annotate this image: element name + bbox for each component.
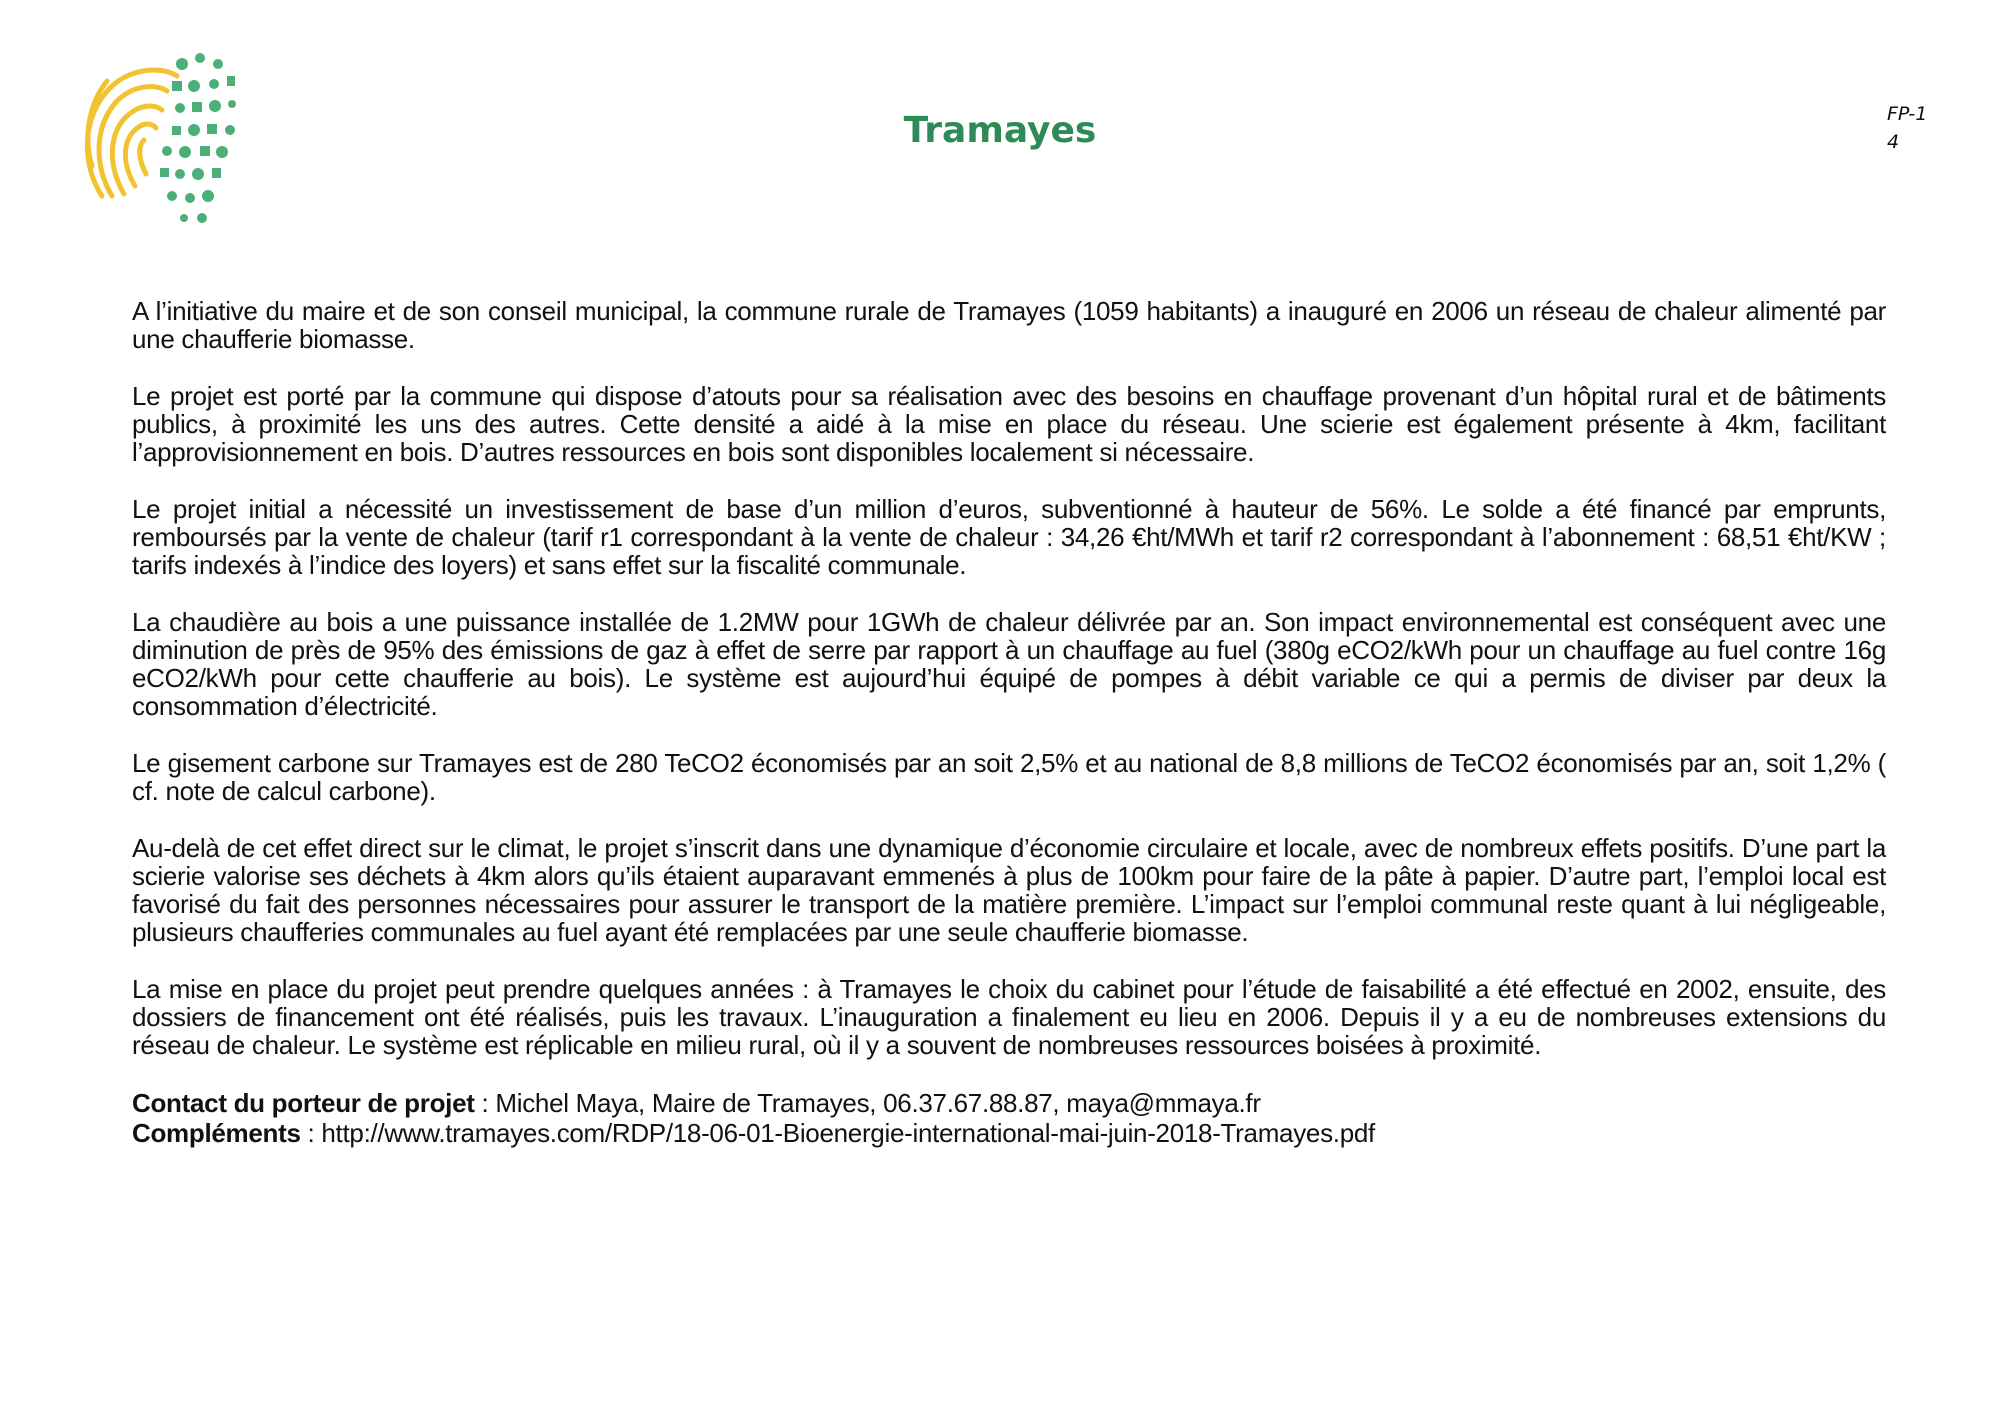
paragraph-economy: Au-delà de cet effet direct sur le climat, le projet s’inscrit dans une dynamique d’économie circulaire et locale, avec de nombreux effets positifs. D’une part la scierie valorise ses déchets à 4km alors qu’ils étaient auparavant emmenés à plus de 100km pour faire de la pâte à papier. D’autre part, l’emploi local est favorisé du fait des personnes nécessaires pour assurer le transport de la matière première. L’impact sur l’emploi communal reste quant à lui négligeable, plusieurs chaufferies communales au fuel ayant été remplacées par une seule chaufferie biomasse. [132,833,1886,947]
paragraph-carbon: Le gisement carbone sur Tramayes est de 280 TeCO2 économisés par an soit 2,5% et au national de 8,8 millions de TeCO2 économisés par an, soit 1,2% ( cf. note de calcul carbone). [132,748,1886,806]
paragraph-intro: A l’initiative du maire et de son conseil municipal, la commune rurale de Tramayes (1059 habitants) a inauguré en 2006 un réseau de chaleur alimenté par une chaufferie biomasse. [132,296,1886,354]
paragraph-project: Le projet est porté par la commune qui dispose d’atouts pour sa réalisation avec des besoins en chauffage provenant d’un hôpital rural et de bâtiments publics, à proximité les uns des autres. Cette densité a aidé à la mise en place du réseau. Une scierie est également présente à 4km, facilitant l’approvisionnement en bois. D’autres ressources en bois sont disponibles localement si nécessaire. [132,381,1886,467]
complements-link[interactable]: : http://www.tramayes.com/RDP/18-06-01-Bioenergie-international-mai-juin-2018-Tramayes.pdf [300,1118,1375,1148]
paragraph-boiler: La chaudière au bois a une puissance installée de 1.2MW pour 1GWh de chaleur délivrée par an. Son impact environnemental est conséquent avec une diminution de près de 95% des émissions de gaz à effet de serre par rapport à un chauffage au fuel (380g eCO2/kWh pour un chauffage au fuel contre 16g eCO2/kWh pour cette chaufferie au bois). Le système est aujourd’hui équipé de pompes à débit variable ce qui a permis de diviser par deux la consommation d’électricité. [132,607,1886,721]
document-reference [1887,100,1927,156]
contact-label: Contact du porteur de projet [132,1088,475,1118]
page-title: Tramayes [903,110,1097,151]
contact-value: : Michel Maya, Maire de Tramayes, 06.37.67.88.87, maya@mmaya.fr [474,1088,1261,1118]
paragraph-timeline: La mise en place du projet peut prendre quelques années : à Tramayes le choix du cabinet pour l’étude de faisabilité a été effectué en 2002, ensuite, des dossiers de financement ont été réalisés, puis les travaux. L’inauguration a finalement eu lieu en 2006. Depuis il y a eu de nombreuses extensions du réseau de chaleur. Le système est réplicable en milieu rural, où il y a souvent de nombreuses ressources boisées à proximité. [132,974,1886,1060]
complements-line [132,1118,1886,1148]
paragraph-funding: Le projet initial a nécessité un investissement de base d’un million d’euros, subventionné à hauteur de 56%. Le solde a été financé par emprunts, remboursés par la vente de chaleur (tarif r1 correspondant à la vente de chaleur : 34,26 €ht/MWh et tarif r2 correspondant à l’abonnement : 68,51 €ht/KW ; tarifs indexés à l’indice des loyers) et sans effet sur la fiscalité communale. [132,494,1886,580]
contact-line [132,1088,1886,1118]
document-body [132,297,1886,1148]
complements-label: Compléments [132,1118,301,1148]
reference-code: FP-1 4 [1887,103,1928,153]
